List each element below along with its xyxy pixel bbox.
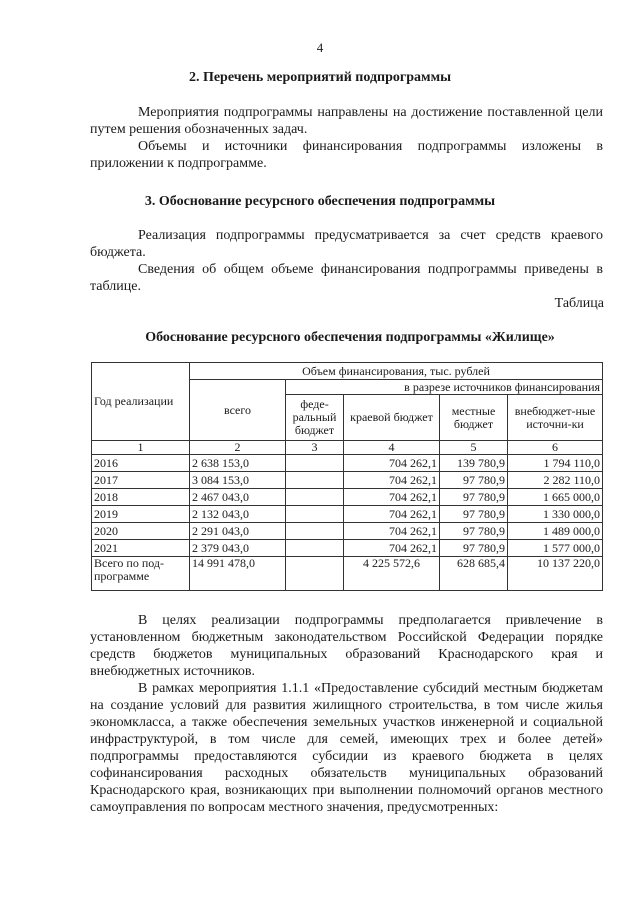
cell-offbudget: 1 665 000,0 xyxy=(508,489,603,506)
table-total-row xyxy=(92,557,603,591)
section-3-paragraph-2: Сведения об общем объеме финансирования подпрограммы приведены в таблице. xyxy=(90,262,603,294)
section-2-heading: 2. Перечень мероприятий подпрограммы xyxy=(188,70,452,85)
table-row xyxy=(92,489,603,506)
cell-local: 139 780,9 xyxy=(440,455,508,472)
column-number-row xyxy=(92,441,603,455)
table-row xyxy=(92,506,603,523)
financing-table xyxy=(91,362,603,591)
column-number: 6 xyxy=(508,441,603,455)
cell-local: 97 780,9 xyxy=(440,472,508,489)
page-number: 4 xyxy=(316,40,324,55)
after-table-body xyxy=(90,612,603,816)
section-3-body xyxy=(90,227,603,295)
cell-offbudget: 10 137 220,0 xyxy=(508,557,603,591)
table-row xyxy=(92,455,603,472)
header-total: всего xyxy=(190,380,286,441)
cell-year: 2019 xyxy=(92,506,190,523)
column-number: 4 xyxy=(344,441,440,455)
section-3-paragraph-1: Реализация подпрограммы предусматривается за счет средств краевого бюджета. xyxy=(90,228,603,260)
cell-federal xyxy=(286,472,344,489)
column-number: 5 xyxy=(440,441,508,455)
cell-federal xyxy=(286,557,344,591)
cell-regional: 704 262,1 xyxy=(344,523,440,540)
cell-total: 2 638 153,0 xyxy=(190,455,286,472)
cell-federal xyxy=(286,506,344,523)
cell-total: 2 379 043,0 xyxy=(190,540,286,557)
cell-regional: 4 225 572,6 xyxy=(344,557,440,591)
cell-offbudget: 2 282 110,0 xyxy=(508,472,603,489)
section-3-heading: 3. Обоснование ресурсного обеспечения подпрограммы xyxy=(144,194,496,209)
column-number: 3 xyxy=(286,441,344,455)
cell-total: 3 084 153,0 xyxy=(190,472,286,489)
cell-total: 2 467 043,0 xyxy=(190,489,286,506)
after-paragraph-1: В целях реализации подпрограммы предполагается привлечение в установленном бюджетным законодательством Российской Федерации порядке средств бюджетов муниципальных образований Краснодарского края и внебюджетных источников. xyxy=(90,613,603,679)
cell-federal xyxy=(286,489,344,506)
column-number: 2 xyxy=(190,441,286,455)
cell-local: 97 780,9 xyxy=(440,489,508,506)
header-regional: краевой бюджет xyxy=(344,395,440,441)
header-offbudget: внебюджет-ные источни-ки xyxy=(508,395,603,441)
column-number: 1 xyxy=(92,441,190,455)
section-2-body xyxy=(90,104,603,172)
table-label: Таблица xyxy=(554,296,604,311)
header-local: местные бюджет xyxy=(440,395,508,441)
cell-year: 2021 xyxy=(92,540,190,557)
cell-total: 2 291 043,0 xyxy=(190,523,286,540)
cell-regional: 704 262,1 xyxy=(344,455,440,472)
header-volume: Объем финансирования, тыс. рублей xyxy=(190,363,603,380)
cell-offbudget: 1 489 000,0 xyxy=(508,523,603,540)
cell-total: 14 991 478,0 xyxy=(190,557,286,591)
cell-year: 2016 xyxy=(92,455,190,472)
cell-federal xyxy=(286,540,344,557)
cell-total: 2 132 043,0 xyxy=(190,506,286,523)
section-2-paragraph-1: Мероприятия подпрограммы направлены на достижение поставленной цели путем решения обозначенных задач. xyxy=(90,105,603,137)
cell-local: 97 780,9 xyxy=(440,523,508,540)
cell-regional: 704 262,1 xyxy=(344,506,440,523)
cell-year: 2018 xyxy=(92,489,190,506)
cell-local: 97 780,9 xyxy=(440,540,508,557)
cell-offbudget: 1 794 110,0 xyxy=(508,455,603,472)
table-title: Обоснование ресурсного обеспечения подпрограммы «Жилище» xyxy=(145,330,555,345)
header-sources: в разрезе источников финансирования xyxy=(286,380,603,395)
table-row xyxy=(92,523,603,540)
table-row xyxy=(92,540,603,557)
header-federal: феде-ральный бюджет xyxy=(286,395,344,441)
cell-offbudget: 1 577 000,0 xyxy=(508,540,603,557)
cell-local: 97 780,9 xyxy=(440,506,508,523)
header-year: Год реализации xyxy=(92,363,190,441)
section-2-paragraph-2: Объемы и источники финансирования подпрограммы изложены в приложении к подпрограмме. xyxy=(90,139,603,171)
cell-local: 628 685,4 xyxy=(440,557,508,591)
table-row xyxy=(92,472,603,489)
cell-year: Всего по под-программе xyxy=(92,557,190,591)
cell-year: 2017 xyxy=(92,472,190,489)
cell-offbudget: 1 330 000,0 xyxy=(508,506,603,523)
cell-regional: 704 262,1 xyxy=(344,540,440,557)
cell-federal xyxy=(286,455,344,472)
cell-year: 2020 xyxy=(92,523,190,540)
cell-regional: 704 262,1 xyxy=(344,472,440,489)
cell-regional: 704 262,1 xyxy=(344,489,440,506)
cell-federal xyxy=(286,523,344,540)
after-paragraph-2: В рамках мероприятия 1.1.1 «Предоставление субсидий местным бюджетам на создание условий для развития жилищного строительства, в том числе жилья экономкласса, а также обеспечения земельных участков инженерной и социальной инфраструктурой, в том числе для семей, имеющих трех и более детей» подпрограммы предоставляются субсидии из краевого бюджета в целях софинансирования расходных обязательств муниципальных образований Краснодарского края, возникающих при выполнении полномочий органов местного самоуправления по вопросам местного значения, предусмотренных: xyxy=(90,681,603,815)
